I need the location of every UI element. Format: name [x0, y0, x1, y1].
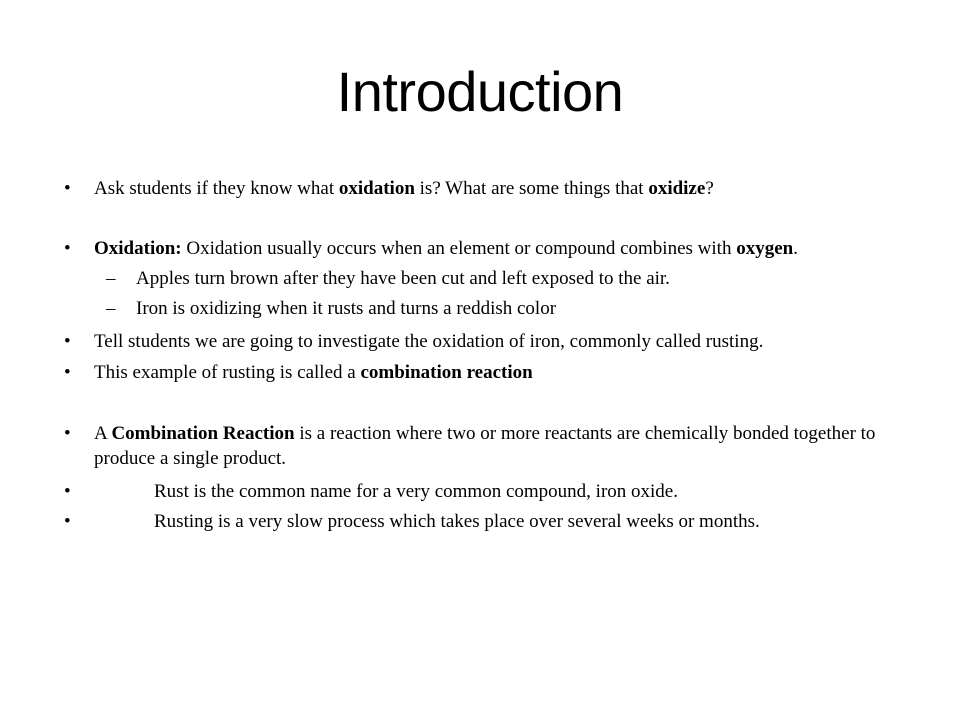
bullet-marker: • [64, 423, 71, 444]
bullet-combination-definition [94, 421, 894, 471]
bold-term-combination-reaction: combination reaction [360, 362, 533, 383]
bullet-marker: • [64, 511, 71, 532]
sub-bullet-apples: Apples turn brown after they have been cut and left exposed to the air. [136, 268, 670, 289]
bullet-marker: • [64, 238, 71, 259]
bullet-oxidation-definition [94, 236, 894, 261]
bullet-combination-example [94, 360, 894, 385]
bullet-investigate-rusting: Tell students we are going to investigate the oxidation of iron, commonly called rusting. [94, 331, 764, 352]
bold-term-combination-reaction-cap: Combination Reaction [111, 423, 295, 444]
bullet-oxidation-question [94, 176, 894, 201]
text-segment: Ask students if they know what [94, 178, 339, 199]
bold-term-oxygen: oxygen [736, 238, 794, 259]
text-segment: ? [705, 178, 714, 199]
sub-bullet-iron: Iron is oxidizing when it rusts and turns a reddish color [136, 298, 557, 319]
text-segment: A [94, 423, 112, 444]
bold-term-oxidation-label: Oxidation: [94, 238, 182, 259]
text-segment: Oxidation usually occurs when an element or compound combines with [181, 238, 737, 259]
bullet-marker: • [64, 362, 71, 383]
bullet-marker: • [64, 178, 71, 199]
text-segment: . [793, 238, 798, 259]
text-segment: is? What are some things that [414, 178, 649, 199]
bullet-rusting-slow: Rusting is a very slow process which takes place over several weeks or months. [154, 511, 760, 532]
slide-title: Introduction [336, 60, 624, 123]
sub-bullet-marker: – [106, 268, 116, 289]
sub-bullet-marker: – [106, 298, 116, 319]
text-segment: This example of rusting is called a [94, 362, 361, 383]
bullet-marker: • [64, 331, 71, 352]
bold-term-oxidation: oxidation [338, 178, 415, 199]
text-segment: is a reaction where two or more reactants are chemically bonded together to produce a single product. [94, 423, 876, 469]
bullet-rust-name: Rust is the common name for a very common compound, iron oxide. [154, 481, 678, 502]
bold-term-oxidize: oxidize [648, 178, 706, 199]
bullet-marker: • [64, 481, 71, 502]
